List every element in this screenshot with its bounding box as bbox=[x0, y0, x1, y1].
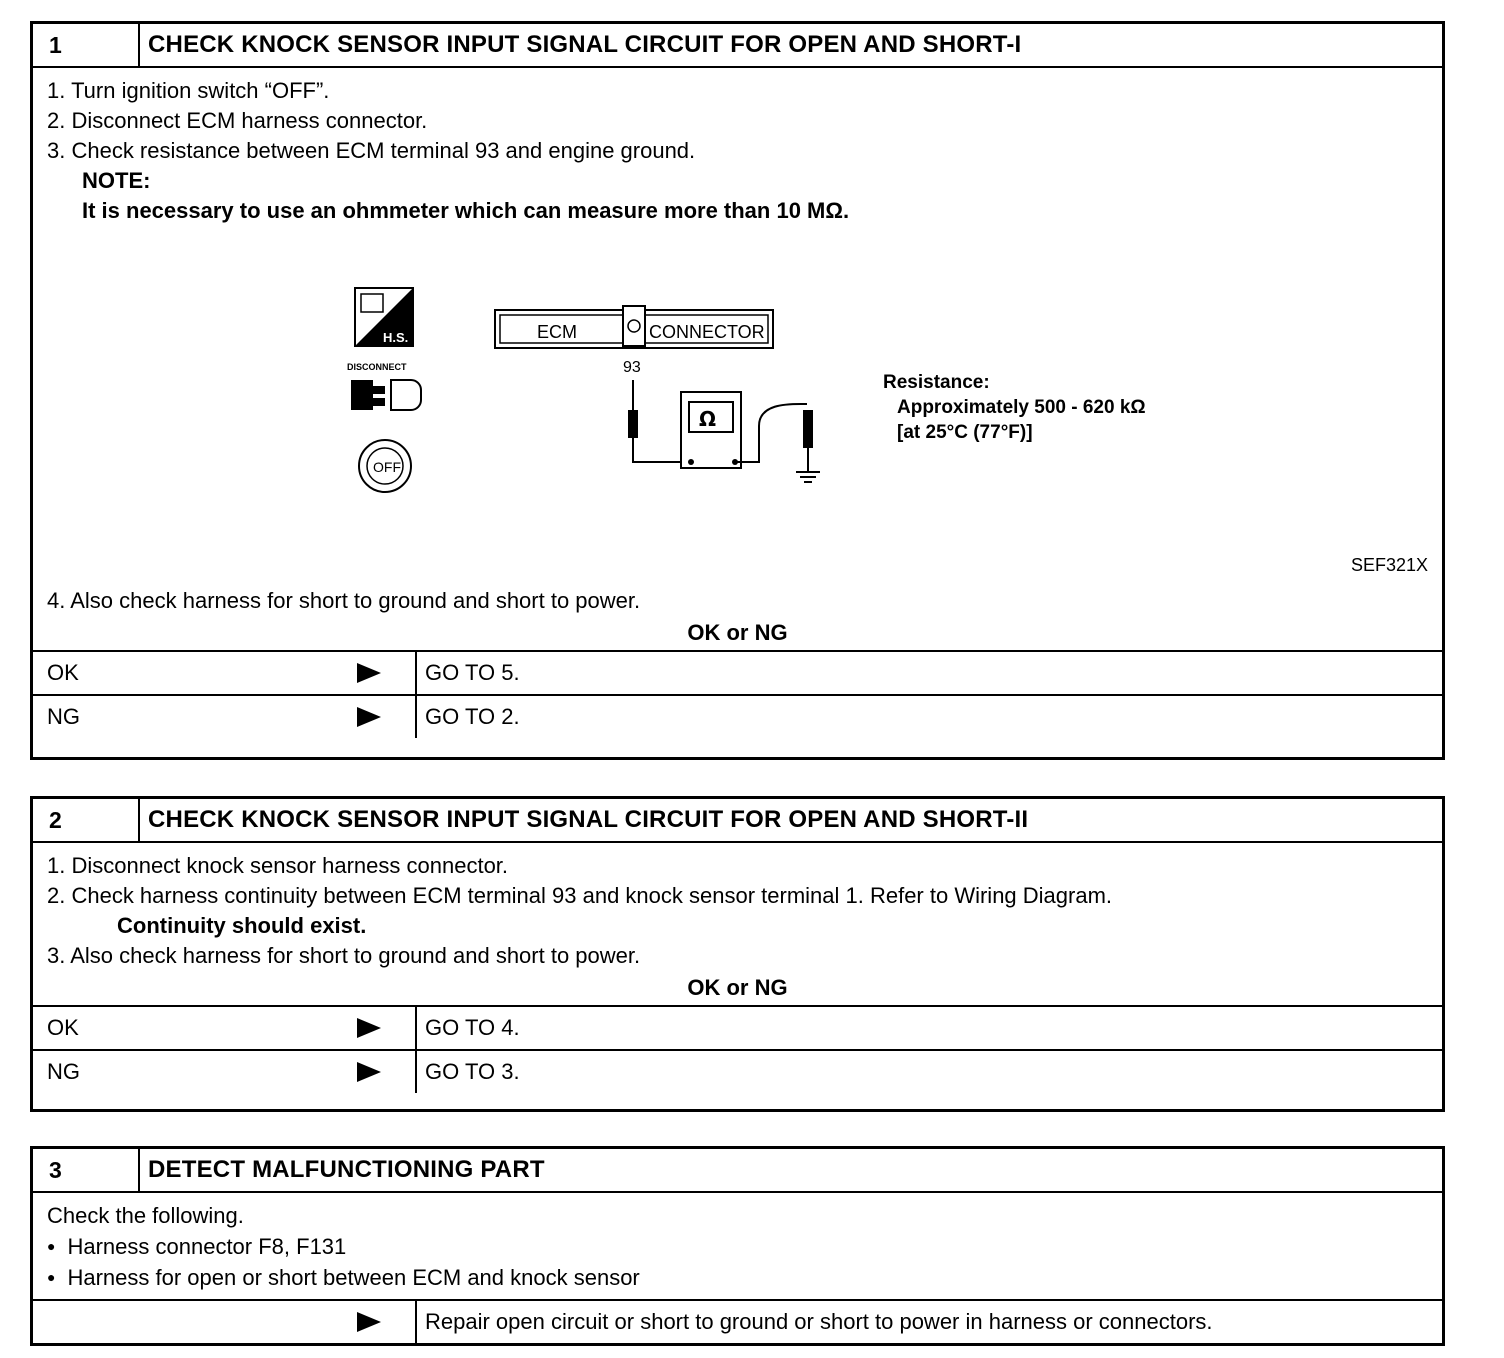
step-3-body bbox=[33, 1193, 1442, 1299]
check-item: ● Harness connector F8, F131 bbox=[47, 1231, 1428, 1262]
hot-start-icon bbox=[355, 288, 413, 346]
step-number: 1 bbox=[33, 24, 140, 66]
step-1-body bbox=[33, 68, 1442, 650]
step-2-block bbox=[30, 796, 1445, 1112]
continuity-requirement: Continuity should exist. bbox=[117, 913, 367, 938]
step-1-block bbox=[30, 21, 1445, 760]
instruction-line: 3. Also check harness for short to ground and short to power. bbox=[47, 943, 641, 968]
instruction-line: 1. Disconnect knock sensor harness connector. bbox=[47, 853, 509, 878]
repair-row[interactable] bbox=[33, 1299, 1442, 1343]
instruction-line: 3. Check resistance between ECM terminal 93 and engine ground. bbox=[47, 138, 696, 163]
result-label: OK bbox=[47, 660, 79, 685]
instruction-line: 4. Also check harness for short to ground and short to power. bbox=[47, 588, 641, 613]
result-row-ng[interactable] bbox=[33, 1049, 1442, 1093]
connector-label: CONNECTOR bbox=[649, 322, 765, 342]
ohmmeter bbox=[681, 392, 741, 468]
result-action[interactable]: GO TO 4. bbox=[425, 1015, 520, 1040]
ignition-off-icon bbox=[359, 440, 411, 492]
ecm-connector bbox=[495, 306, 773, 376]
result-row-ok[interactable] bbox=[33, 650, 1442, 694]
arrow-icon bbox=[357, 1312, 381, 1332]
step-2-header bbox=[33, 799, 1442, 843]
hs-label: H.S. bbox=[383, 330, 409, 345]
step-title: CHECK KNOCK SENSOR INPUT SIGNAL CIRCUIT FOR OPEN AND SHORT-II bbox=[148, 806, 1029, 833]
result-label: OK bbox=[47, 1015, 79, 1040]
terminal-label: 93 bbox=[623, 359, 641, 376]
step-1-header bbox=[33, 24, 1442, 68]
instruction-line: 2. Disconnect ECM harness connector. bbox=[47, 108, 428, 133]
arrow-icon bbox=[357, 663, 381, 683]
arrow-icon bbox=[357, 707, 381, 727]
check-item: ● Harness for open or short between ECM and knock sensor bbox=[47, 1262, 1428, 1293]
resistance-label: Resistance: bbox=[883, 372, 990, 393]
result-row-ok[interactable] bbox=[33, 1005, 1442, 1049]
note-label: NOTE: bbox=[82, 168, 151, 193]
step-title: DETECT MALFUNCTIONING PART bbox=[148, 1156, 545, 1183]
ok-or-ng-label: OK or NG bbox=[687, 975, 788, 1000]
result-row-ng[interactable] bbox=[33, 694, 1442, 738]
arrow-icon bbox=[357, 1018, 381, 1038]
ok-or-ng-label: OK or NG bbox=[687, 620, 788, 645]
result-label: NG bbox=[47, 704, 80, 729]
result-action[interactable]: GO TO 3. bbox=[425, 1059, 520, 1084]
step-number: 3 bbox=[33, 1149, 140, 1191]
step-number: 2 bbox=[33, 799, 140, 841]
note-text: It is necessary to use an ohmmeter which can measure more than 10 MΩ. bbox=[82, 198, 850, 223]
step-3-block bbox=[30, 1146, 1445, 1346]
instruction-line: 2. Check harness continuity between ECM terminal 93 and knock sensor terminal 1. Refer to Wiring Diagram. bbox=[47, 883, 1113, 908]
ground-icon bbox=[796, 472, 820, 482]
disconnect-icon bbox=[347, 362, 421, 410]
ohm-symbol: Ω bbox=[699, 407, 717, 431]
ohmmeter-probe bbox=[628, 380, 689, 462]
step-3-header bbox=[33, 1149, 1442, 1193]
result-action[interactable]: GO TO 2. bbox=[425, 704, 520, 729]
resistance-value: Approximately 500 - 620 kΩ bbox=[897, 397, 1146, 418]
check-intro: Check the following. bbox=[47, 1203, 244, 1228]
arrow-icon bbox=[357, 1062, 381, 1082]
ground-probe bbox=[735, 404, 813, 472]
disconnect-label: DISCONNECT bbox=[347, 362, 407, 372]
step-title: CHECK KNOCK SENSOR INPUT SIGNAL CIRCUIT FOR OPEN AND SHORT-I bbox=[148, 31, 1022, 58]
result-action[interactable]: GO TO 5. bbox=[425, 660, 520, 685]
ecm-label: ECM bbox=[537, 322, 577, 342]
resistance-spec bbox=[883, 370, 1146, 445]
instruction-line: 1. Turn ignition switch “OFF”. bbox=[47, 78, 330, 103]
step-2-body bbox=[33, 843, 1442, 1005]
figure-id: SEF321X bbox=[1350, 555, 1428, 575]
off-label: OFF bbox=[373, 459, 401, 475]
repair-action[interactable]: Repair open circuit or short to ground or short to power in harness or connectors. bbox=[425, 1309, 1213, 1334]
resistance-check-diagram bbox=[47, 226, 1428, 586]
result-label: NG bbox=[47, 1059, 80, 1084]
resistance-condition: [at 25°C (77°F)] bbox=[897, 422, 1033, 443]
